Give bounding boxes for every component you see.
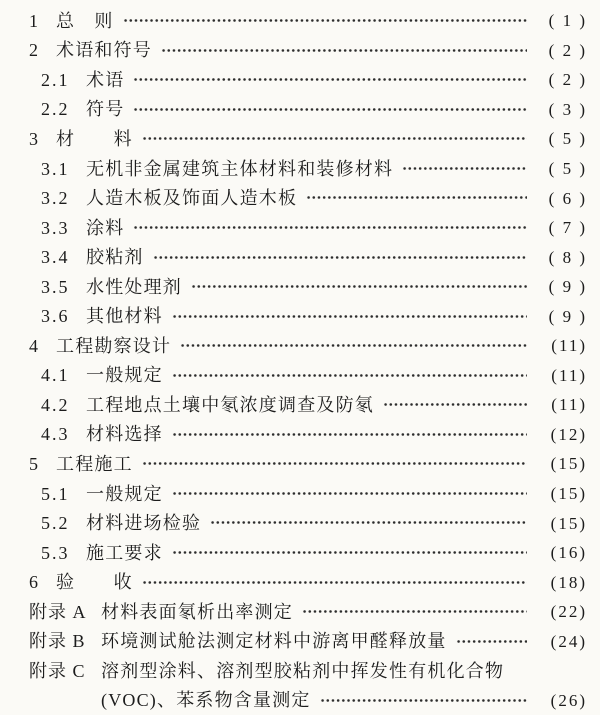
dot-leader xyxy=(172,301,527,331)
toc-entry-title: 术语 xyxy=(86,69,125,90)
toc-entry-page: ( 1 ) xyxy=(548,11,587,31)
dot-leader xyxy=(133,213,527,243)
dot-leader xyxy=(133,95,527,125)
toc-entry-number: 3.1 xyxy=(41,158,70,179)
toc-entry-title: 一般规定 xyxy=(86,483,163,504)
dot-leader xyxy=(172,479,527,509)
toc-entry-title: 材料进场检验 xyxy=(86,513,202,534)
toc-entry-number: 4.2 xyxy=(41,394,70,415)
toc-entry-title: 验 收 xyxy=(56,572,133,593)
toc-entry-page: (15) xyxy=(550,484,587,504)
toc-entry-number: 附录 B xyxy=(29,631,86,652)
dot-leader xyxy=(142,124,527,154)
toc-entry-page: (18) xyxy=(550,572,587,592)
toc-entry xyxy=(0,242,587,272)
toc-entry xyxy=(0,626,587,656)
toc-entry-page: ( 9 ) xyxy=(548,306,587,326)
toc-entry-title: 其他材料 xyxy=(86,306,163,327)
toc-entry-page: ( 3 ) xyxy=(548,99,587,119)
toc-entry xyxy=(0,36,587,66)
toc-entry xyxy=(0,361,587,391)
dot-leader xyxy=(180,331,527,361)
toc-entry-page: (11) xyxy=(551,395,587,415)
toc-entry-number: 3.3 xyxy=(41,217,70,238)
dot-leader xyxy=(210,508,527,538)
toc-entry xyxy=(0,508,587,538)
toc-entry-continuation xyxy=(0,686,587,715)
toc-entry-title: 术语和符号 xyxy=(56,40,152,61)
toc-entry-title: 工程勘察设计 xyxy=(56,335,172,356)
dot-leader xyxy=(402,154,527,184)
toc-entry-page: (11) xyxy=(551,336,587,356)
toc-entry-title: 溶剂型涂料、溶剂型胶粘剂中挥发性有机化合物 xyxy=(101,660,505,681)
toc-entry-title: 施工要求 xyxy=(86,542,163,563)
toc-entry-number: 3.4 xyxy=(41,247,70,268)
dot-leader xyxy=(133,65,527,95)
toc-entry xyxy=(0,65,587,95)
toc-entry-title-line2: (VOC)、苯系物含量测定 xyxy=(101,690,311,711)
toc-entry-number: 3.5 xyxy=(41,276,70,297)
toc-entry-page: (11) xyxy=(551,365,587,385)
toc-entry-number: 3.2 xyxy=(41,188,70,209)
toc-entry xyxy=(0,6,587,36)
dot-leader xyxy=(306,183,527,213)
toc-entry-page: ( 5 ) xyxy=(548,129,587,149)
toc-entry-title: 涂料 xyxy=(86,217,125,238)
toc-entry-number: 2.1 xyxy=(41,69,70,90)
dot-leader xyxy=(172,361,527,391)
dot-leader xyxy=(191,272,527,302)
toc-entry-page: (22) xyxy=(550,602,587,622)
toc-entry-page: ( 9 ) xyxy=(548,277,587,297)
toc-entry-page: (16) xyxy=(550,543,587,563)
toc-entry xyxy=(0,656,587,686)
toc-entry-page: (26) xyxy=(550,690,587,710)
toc-entry xyxy=(0,538,587,568)
dot-leader xyxy=(161,36,527,66)
toc-entry-number: 6 xyxy=(29,572,40,593)
toc-entry xyxy=(0,597,587,627)
toc-entry-number: 4.1 xyxy=(41,365,70,386)
toc-entry-page: (15) xyxy=(550,513,587,533)
toc-entry-title: 材料选择 xyxy=(86,424,163,445)
dot-leader xyxy=(302,597,527,627)
toc-entry-page: ( 2 ) xyxy=(548,70,587,90)
toc-entry-title: 工程施工 xyxy=(56,453,133,474)
dot-leader xyxy=(123,6,527,36)
toc-entry-title: 材料表面氡析出率测定 xyxy=(101,601,293,622)
toc-entry-title: 无机非金属建筑主体材料和装修材料 xyxy=(86,158,394,179)
toc-entry-title: 符号 xyxy=(86,99,125,120)
toc-entry xyxy=(0,479,587,509)
toc-entry-title: 胶粘剂 xyxy=(86,247,144,268)
dot-leader xyxy=(320,686,527,715)
toc-entry-title: 总 则 xyxy=(56,10,114,31)
toc-entry xyxy=(0,272,587,302)
toc-entry-page: ( 2 ) xyxy=(548,40,587,60)
toc-entry xyxy=(0,567,587,597)
toc-entry-number: 3.6 xyxy=(41,306,70,327)
toc-entry-number: 3 xyxy=(29,128,40,149)
toc-entry-number: 5.3 xyxy=(41,542,70,563)
toc-entry-page: (15) xyxy=(550,454,587,474)
toc-entry-number: 5.1 xyxy=(41,483,70,504)
toc-entry xyxy=(0,449,587,479)
toc-entry-number: 4 xyxy=(29,335,40,356)
toc-entry xyxy=(0,154,587,184)
toc-list xyxy=(0,6,587,715)
toc-entry-page: ( 7 ) xyxy=(548,218,587,238)
toc-entry-page: (12) xyxy=(550,424,587,444)
dot-leader xyxy=(172,420,527,450)
toc-entry-number: 1 xyxy=(29,10,40,31)
toc-entry xyxy=(0,213,587,243)
dot-leader xyxy=(172,538,527,568)
toc-entry-title: 人造木板及饰面人造木板 xyxy=(86,188,298,209)
toc-entry-title: 工程地点土壤中氡浓度调查及防氡 xyxy=(86,394,374,415)
toc-entry-page: ( 5 ) xyxy=(548,159,587,178)
toc-entry xyxy=(0,301,587,331)
toc-entry-page: ( 8 ) xyxy=(548,247,587,267)
toc-entry-number: 附录 A xyxy=(29,601,87,622)
toc-entry-page: (24) xyxy=(550,631,587,651)
toc-entry xyxy=(0,183,587,213)
dot-leader xyxy=(456,626,527,656)
dot-leader xyxy=(142,449,527,479)
toc-entry xyxy=(0,420,587,450)
toc-entry-title: 一般规定 xyxy=(86,365,163,386)
toc-entry-number: 5.2 xyxy=(41,513,70,534)
toc-entry-number: 2 xyxy=(29,40,40,61)
toc-entry-title: 水性处理剂 xyxy=(86,276,182,297)
dot-leader xyxy=(142,567,527,597)
toc-entry-title: 材 料 xyxy=(56,128,133,149)
toc-entry xyxy=(0,124,587,154)
toc-entry xyxy=(0,390,587,420)
dot-leader xyxy=(383,390,527,420)
dot-leader xyxy=(153,242,527,272)
toc-entry-title: 环境测试舱法测定材料中游离甲醛释放量 xyxy=(101,631,447,652)
toc-entry xyxy=(0,331,587,361)
toc-entry-number: 附录 C xyxy=(29,660,86,681)
toc-entry-number: 2.2 xyxy=(41,99,70,120)
toc-entry xyxy=(0,95,587,125)
toc-entry-number: 5 xyxy=(29,453,40,474)
toc-entry-number: 4.3 xyxy=(41,424,70,445)
toc-entry-page: ( 6 ) xyxy=(548,188,587,208)
